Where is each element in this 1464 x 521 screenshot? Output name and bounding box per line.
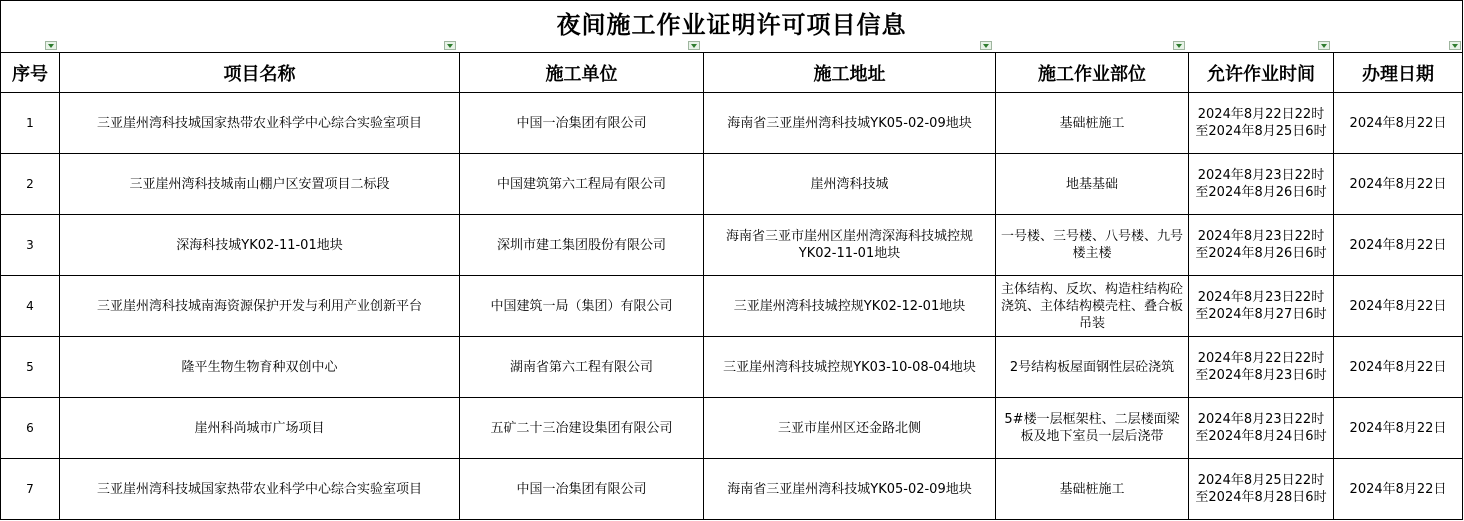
address-text: 海南省三亚市崖州区崖州湾深海科技城控规YK02-11-01地块 bbox=[725, 229, 973, 261]
row-number-text: 6 bbox=[26, 420, 34, 435]
time-start-text: 2024年8月22日22时 bbox=[1197, 351, 1325, 366]
time-end-text: 至2024年8月26日6时 bbox=[1195, 185, 1327, 200]
header-time[interactable]: 允许作业时间 bbox=[1189, 53, 1334, 93]
row-number-text: 1 bbox=[26, 115, 34, 130]
allowed-time-cell[interactable] bbox=[1189, 459, 1334, 520]
work-part-text: 2号结构板屋面钢性层砼浇筑 bbox=[1009, 359, 1175, 375]
date-text: 2024年8月22日 bbox=[1349, 481, 1447, 497]
header-contractor[interactable]: 施工单位 bbox=[460, 53, 704, 93]
time-start-text: 2024年8月25日22时 bbox=[1197, 473, 1325, 488]
header-address[interactable]: 施工地址 bbox=[704, 53, 996, 93]
address-text: 三亚崖州湾科技城控规YK03-10-08-04地块 bbox=[723, 359, 976, 375]
contractor-cell[interactable] bbox=[460, 398, 704, 459]
work-part-cell[interactable] bbox=[996, 154, 1189, 215]
date-cell[interactable] bbox=[1334, 154, 1463, 215]
time-start-text: 2024年8月23日22时 bbox=[1197, 290, 1325, 305]
row-number-text: 5 bbox=[26, 359, 34, 374]
time-end-text: 至2024年8月23日6时 bbox=[1195, 368, 1327, 383]
date-cell[interactable] bbox=[1334, 93, 1463, 154]
address-cell[interactable] bbox=[704, 93, 996, 154]
time-end-text: 至2024年8月28日6时 bbox=[1195, 490, 1327, 505]
project-name-text: 隆平生物生物育种双创中心 bbox=[181, 359, 338, 375]
contractor-text: 中国建筑一局（集团）有限公司 bbox=[490, 298, 673, 314]
work-part-text: 地基基础 bbox=[1065, 176, 1118, 192]
contractor-cell[interactable] bbox=[460, 93, 704, 154]
address-cell[interactable] bbox=[704, 337, 996, 398]
address-cell[interactable] bbox=[704, 154, 996, 215]
work-part-text: 主体结构、反坎、构造柱结构砼浇筑、主体结构模壳柱、叠合板吊装 bbox=[1000, 281, 1183, 331]
allowed-time-cell[interactable] bbox=[1189, 154, 1334, 215]
header-work-part[interactable]: 施工作业部位 bbox=[996, 53, 1189, 93]
project-name-cell[interactable] bbox=[60, 459, 460, 520]
contractor-text: 中国一冶集团有限公司 bbox=[516, 115, 647, 131]
project-name-text: 深海科技城YK02-11-01地块 bbox=[176, 237, 343, 253]
project-name-text: 三亚崖州湾科技城南海资源保护开发与利用产业创新平台 bbox=[96, 298, 422, 314]
time-start-text: 2024年8月23日22时 bbox=[1197, 168, 1325, 183]
allowed-time-cell[interactable] bbox=[1189, 215, 1334, 276]
title-cell[interactable] bbox=[1, 1, 1463, 53]
date-text: 2024年8月22日 bbox=[1349, 237, 1447, 253]
date-cell[interactable] bbox=[1334, 215, 1463, 276]
row-number-cell[interactable] bbox=[1, 154, 60, 215]
work-part-cell[interactable] bbox=[996, 93, 1189, 154]
allowed-time-cell[interactable] bbox=[1189, 93, 1334, 154]
contractor-cell[interactable] bbox=[460, 154, 704, 215]
work-part-text: 基础桩施工 bbox=[1059, 481, 1125, 497]
project-name-cell[interactable] bbox=[60, 93, 460, 154]
allowed-time-cell[interactable] bbox=[1189, 398, 1334, 459]
address-text: 海南省三亚崖州湾科技城YK05-02-09地块 bbox=[727, 115, 972, 131]
time-start-text: 2024年8月23日22时 bbox=[1197, 412, 1325, 427]
project-name-cell[interactable] bbox=[60, 398, 460, 459]
contractor-cell[interactable] bbox=[460, 276, 704, 337]
work-part-cell[interactable] bbox=[996, 215, 1189, 276]
address-cell[interactable] bbox=[704, 276, 996, 337]
work-part-text: 5#楼一层框架柱、二层楼面梁板及地下室员一层后浇带 bbox=[1004, 412, 1180, 444]
work-part-text: 基础桩施工 bbox=[1059, 115, 1125, 131]
date-text: 2024年8月22日 bbox=[1349, 298, 1447, 314]
allowed-time-cell[interactable] bbox=[1189, 276, 1334, 337]
time-end-text: 至2024年8月26日6时 bbox=[1195, 246, 1327, 261]
project-name-cell[interactable] bbox=[60, 276, 460, 337]
address-cell[interactable] bbox=[704, 459, 996, 520]
row-number-text: 7 bbox=[26, 481, 34, 496]
row-number-cell[interactable] bbox=[1, 337, 60, 398]
address-text: 三亚崖州湾科技城控规YK02-12-01地块 bbox=[733, 298, 966, 314]
contractor-text: 湖南省第六工程有限公司 bbox=[509, 359, 653, 375]
row-number-cell[interactable] bbox=[1, 276, 60, 337]
table-row bbox=[1, 337, 1463, 398]
work-part-cell[interactable] bbox=[996, 459, 1189, 520]
contractor-cell[interactable] bbox=[460, 459, 704, 520]
table-row bbox=[1, 154, 1463, 215]
work-part-cell[interactable] bbox=[996, 398, 1189, 459]
work-part-text: 一号楼、三号楼、八号楼、九号楼主楼 bbox=[1000, 229, 1183, 261]
date-cell[interactable] bbox=[1334, 398, 1463, 459]
address-cell[interactable] bbox=[704, 398, 996, 459]
row-number-cell[interactable] bbox=[1, 459, 60, 520]
filter-dropdown-icon[interactable] bbox=[45, 41, 57, 50]
address-text: 崖州湾科技城 bbox=[810, 176, 889, 192]
row-number-text: 4 bbox=[26, 298, 34, 313]
row-number-text: 3 bbox=[26, 237, 34, 252]
project-name-text: 三亚崖州湾科技城国家热带农业科学中心综合实验室项目 bbox=[96, 115, 422, 131]
contractor-text: 深圳市建工集团股份有限公司 bbox=[496, 237, 666, 253]
contractor-text: 中国一冶集团有限公司 bbox=[516, 481, 647, 497]
project-name-text: 三亚崖州湾科技城南山棚户区安置项目二标段 bbox=[129, 176, 390, 192]
filter-dropdown-icon[interactable] bbox=[1449, 41, 1461, 50]
time-end-text: 至2024年8月25日6时 bbox=[1195, 124, 1327, 139]
time-start-text: 2024年8月23日22时 bbox=[1197, 229, 1325, 244]
header-no[interactable]: 序号 bbox=[1, 53, 60, 93]
header-project[interactable]: 项目名称 bbox=[60, 53, 460, 93]
contractor-text: 五矿二十三冶建设集团有限公司 bbox=[490, 420, 673, 436]
time-end-text: 至2024年8月24日6时 bbox=[1195, 429, 1327, 444]
row-number-cell[interactable] bbox=[1, 215, 60, 276]
filter-dropdown-icon[interactable] bbox=[688, 41, 700, 50]
date-text: 2024年8月22日 bbox=[1349, 176, 1447, 192]
filter-dropdown-icon[interactable] bbox=[1173, 41, 1185, 50]
date-text: 2024年8月22日 bbox=[1349, 420, 1447, 436]
project-name-cell[interactable] bbox=[60, 154, 460, 215]
contractor-cell[interactable] bbox=[460, 337, 704, 398]
table-row bbox=[1, 93, 1463, 154]
table-row bbox=[1, 276, 1463, 337]
date-text: 2024年8月22日 bbox=[1349, 115, 1447, 131]
date-cell[interactable] bbox=[1334, 459, 1463, 520]
address-text: 海南省三亚崖州湾科技城YK05-02-09地块 bbox=[727, 481, 972, 497]
work-part-cell[interactable] bbox=[996, 276, 1189, 337]
filter-dropdown-icon[interactable] bbox=[980, 41, 992, 50]
date-text: 2024年8月22日 bbox=[1349, 359, 1447, 375]
filter-dropdown-icon[interactable] bbox=[1318, 41, 1330, 50]
contractor-text: 中国建筑第六工程局有限公司 bbox=[496, 176, 666, 192]
allowed-time-cell[interactable] bbox=[1189, 337, 1334, 398]
project-name-text: 崖州科尚城市广场项目 bbox=[194, 420, 325, 436]
date-cell[interactable] bbox=[1334, 337, 1463, 398]
filter-dropdown-icon[interactable] bbox=[444, 41, 456, 50]
row-number-text: 2 bbox=[26, 176, 34, 191]
address-text: 三亚市崖州区还金路北侧 bbox=[777, 420, 921, 436]
table-row bbox=[1, 459, 1463, 520]
header-date[interactable]: 办理日期 bbox=[1334, 53, 1463, 93]
date-cell[interactable] bbox=[1334, 276, 1463, 337]
sheet-title: 夜间施工作业证明许可项目信息 bbox=[556, 10, 907, 39]
row-number-cell[interactable] bbox=[1, 398, 60, 459]
contractor-cell[interactable] bbox=[460, 215, 704, 276]
table-row bbox=[1, 398, 1463, 459]
project-name-text: 三亚崖州湾科技城国家热带农业科学中心综合实验室项目 bbox=[96, 481, 422, 497]
address-cell[interactable] bbox=[704, 215, 996, 276]
time-end-text: 至2024年8月27日6时 bbox=[1195, 307, 1327, 322]
work-part-cell[interactable] bbox=[996, 337, 1189, 398]
row-number-cell[interactable] bbox=[1, 93, 60, 154]
project-name-cell[interactable] bbox=[60, 337, 460, 398]
project-name-cell[interactable] bbox=[60, 215, 460, 276]
time-start-text: 2024年8月22日22时 bbox=[1197, 107, 1325, 122]
table-row bbox=[1, 215, 1463, 276]
